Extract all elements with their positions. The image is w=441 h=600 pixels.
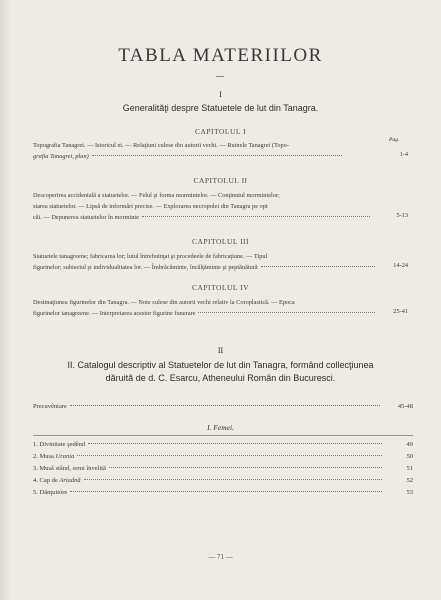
chapter-4-last-text: figurinelor tanagreene. — Interpretarea acestor figurine funerare	[33, 310, 196, 317]
leader-dots	[70, 405, 380, 406]
leader-dots	[70, 491, 382, 492]
chapter-3-title: CAPITOLUL III	[191, 237, 250, 246]
preface-label: Precuvêntare	[33, 403, 67, 410]
catalog-item	[33, 441, 413, 448]
chapter-2-line-2: starea statuetelor. — Lipsă de informări precise. — Explorarea necropolei din Tanagra pe opt	[33, 203, 268, 210]
catalog-item-page: 49	[406, 441, 413, 448]
catalog-item-label: 5. Dănţuitóre	[33, 489, 68, 496]
section-women-title: I. Femei.	[207, 423, 234, 432]
preface-entry	[33, 403, 413, 410]
chapter-3-line-1: Statuetele tanagreene; fabricarea lor; lutul întrebuinţat şi procedeele de fabricaţiune. — Tipul	[33, 253, 268, 260]
leader-dots	[77, 455, 382, 456]
catalog-item-page: 53	[406, 489, 413, 496]
catalog-item-page: 51	[406, 465, 413, 472]
leader-dots	[92, 155, 342, 156]
catalog-item	[33, 489, 413, 496]
chapter-2-title: CAPITOLUL II	[193, 176, 248, 185]
catalog-item	[33, 477, 413, 484]
chapter-2-page: 5-13	[396, 212, 408, 219]
leader-dots	[109, 467, 382, 468]
part-two-heading-line-1: II. Catalogul descriptiv al Statuetelor de lut din Tanagra, formând collecţiunea	[67, 360, 374, 370]
chapter-1-last-text: grafia Tanagrei, plan)	[33, 153, 89, 160]
chapter-1-entry	[33, 140, 345, 162]
leader-dots	[84, 479, 382, 480]
chapter-4-entry	[33, 297, 378, 319]
chapter-2-last-text: căi. — Depunerea statuetelor în morminte	[33, 214, 139, 221]
chapter-3-last-text: figurinelor; subiectul şi individualitatea lor. — Îmbrăcăminte, încălţăminte şi peptănătură	[33, 264, 258, 271]
catalog-item-page: 50	[406, 453, 413, 460]
catalog-item-page: 52	[406, 477, 413, 484]
leader-dots	[198, 312, 375, 313]
chapter-1-line-1: Topografia Tanagrei. — Istoricul ei. — Relaţiuni culese din autorii vechi. — Ruinele Tanagrei (Topo-	[33, 142, 289, 149]
catalog-item-italic: Ariadnă	[59, 477, 81, 484]
title-rule	[216, 76, 224, 77]
leader-dots	[88, 443, 382, 444]
chapter-2-entry	[33, 190, 373, 223]
catalog-item-label: 3. Musă stând, semi învelită	[33, 465, 106, 472]
catalog-item-label: 1. Divinitate şedênd	[33, 441, 86, 448]
leader-dots	[261, 266, 375, 267]
chapter-1-last-line	[33, 151, 345, 162]
catalog-item	[33, 453, 413, 460]
part-two-heading	[0, 359, 441, 385]
catalog-item-label: 4. Cap de Ariadnă	[33, 477, 81, 484]
part-two-numeral: II	[217, 346, 224, 355]
part-one-numeral: I	[219, 90, 222, 99]
chapter-4-line-1: Destinaţiunea figurinelor din Tanagra. — Note culese din autorii vechi relativ la Coroplastică. — Epoca	[33, 299, 295, 306]
catalog-item-italic: Urania	[55, 453, 75, 460]
chapter-3-entry	[33, 251, 378, 273]
chapter-2-line-1: Descoperirea accidentală a statuetelor. — Felul şi forma mormintelor. — Conţinutul mormintelor;	[33, 192, 280, 199]
page-title: TABLA MATERIILOR	[118, 45, 323, 66]
chapter-4-page: 25-41	[393, 308, 408, 315]
chapter-4-title: CAPITOLUL IV	[191, 283, 250, 292]
chapter-1-page: 1-4	[399, 151, 408, 158]
section-divider	[33, 435, 413, 436]
pag-label: Pag.	[389, 137, 400, 143]
chapter-3-last-line	[33, 262, 378, 273]
catalog-item-label: 2. Musa Urania	[33, 453, 75, 460]
chapter-4-last-line	[33, 308, 378, 319]
leader-dots	[142, 216, 370, 217]
chapter-3-page: 14-24	[393, 262, 408, 269]
chapter-2-last-line	[33, 212, 373, 223]
page-number: — 71 —	[208, 553, 233, 561]
part-one-heading: Generalităţi despre Statuetele de lut din Tanagra.	[122, 103, 319, 113]
preface-page: 45-48	[397, 403, 413, 410]
part-two-heading-line-2: dăruită de d. C. Esarcu, Atheneului Român din Bucuresci.	[105, 373, 336, 383]
catalog-item	[33, 465, 413, 472]
chapter-1-title: CAPITOLUL I	[194, 127, 247, 136]
